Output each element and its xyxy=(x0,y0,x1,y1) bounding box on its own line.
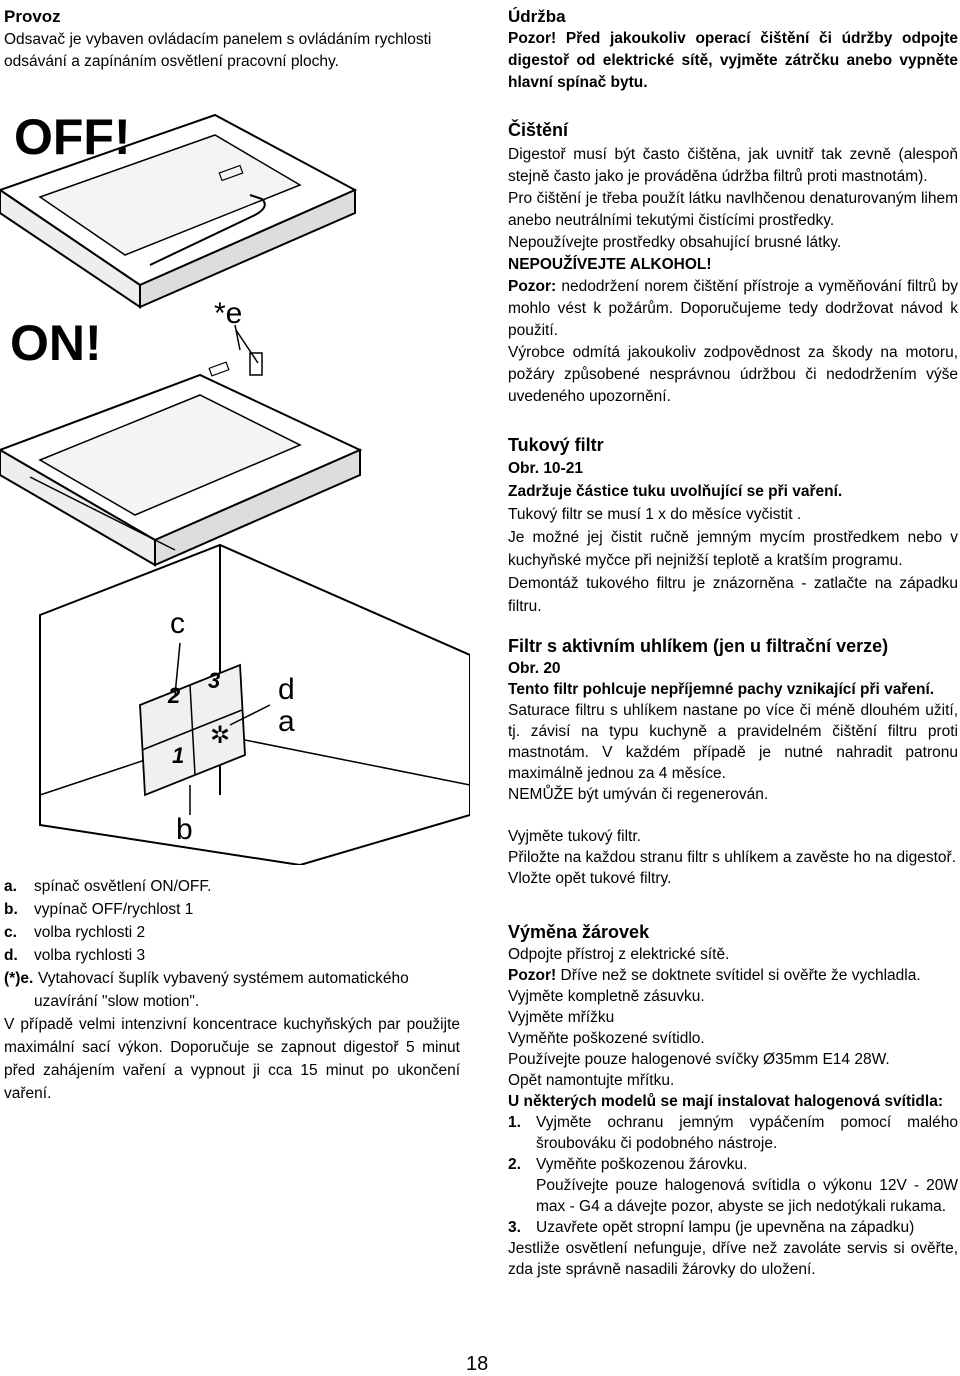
line: Odpojte přístroj z elektrické sítě. xyxy=(508,946,730,963)
section-title: Tukový filtr xyxy=(508,435,604,455)
numbered-step xyxy=(508,1217,958,1238)
step-number: 2. xyxy=(508,1156,521,1173)
paragraph: Nepoužívejte prostředky obsahující brusné látky. xyxy=(508,234,842,251)
figure-ref: Obr. 10-21 xyxy=(508,460,583,477)
step-number: 3. xyxy=(508,1219,521,1236)
section-title: Provoz xyxy=(4,7,61,26)
legend-text: volba rychlosti 2 xyxy=(34,924,146,941)
label-e: *e xyxy=(214,297,243,330)
legend-continuation: uzavírání "slow motion". xyxy=(34,993,200,1010)
legend xyxy=(4,875,460,1105)
legend-key: d. xyxy=(4,947,18,964)
hood-illustration xyxy=(0,95,470,865)
section-title: Filtr s aktivním uhlíkem (jen u filtrační verze) xyxy=(508,636,889,656)
section-provoz xyxy=(4,6,454,73)
lead-text: Pozor: xyxy=(508,278,557,295)
label-c: c xyxy=(170,607,185,640)
lead-text: Tento filtr pohlcuje nepříjemné pachy vznikající při vaření. xyxy=(508,681,935,698)
legend-key: (*)e. xyxy=(4,970,34,987)
line: Vyjměte kompletně zásuvku. xyxy=(508,988,705,1005)
legend-item xyxy=(4,944,460,967)
legend-key: b. xyxy=(4,901,18,918)
paragraph: Saturace filtru s uhlíkem nastane po více či méně dlouhém užití, tj. závisí na typu kuchyně a pravidelném čištění filtru proti mastnotám. V každém případě je nutné nahradit patronu maximálně jednou za 4 měsíce. xyxy=(508,702,958,782)
step-text: Uzavřete opět stropní lampu (je upevněna na západku) xyxy=(536,1219,915,1236)
step-text: Vyměňte poškozenou žárovku. xyxy=(536,1156,748,1173)
on-label: ON! xyxy=(10,315,102,371)
legend-text: volba rychlosti 3 xyxy=(34,947,146,964)
legend-item xyxy=(4,967,460,990)
button-speed-1: 1 xyxy=(172,743,185,768)
numbered-step xyxy=(508,1112,958,1154)
body-text: nedodržení norem čištění přístroje a vyměňování filtrů by mohlo vést k požárům. Doporučujeme tedy dodržovat návod k použití. xyxy=(508,278,958,339)
final-note: Jestliže osvětlení nefunguje, dříve než zavoláte servis si ověřte, zda jste správně nasadili žárovky do uložení. xyxy=(508,1240,958,1278)
step: Přiložte na každou stranu filtr s uhlíkem a zavěste ho na digestoř. xyxy=(508,849,957,866)
models-note: U některých modelů se mají instalovat halogenová svítidla: xyxy=(508,1093,943,1110)
label-b: b xyxy=(176,813,193,846)
line: Opět namontujte mřítku. xyxy=(508,1072,675,1089)
paragraph: Demontáž tukového filtru je znázorněna - zatlačte na západku filtru. xyxy=(508,575,958,615)
paragraph: Digestoř musí být často čištěna, jak uvnitř tak zevně (alespoň stejně často jako je prováděna údržba filtrů proti mastnotám). xyxy=(508,146,958,185)
light-icon: ✲ xyxy=(210,722,231,749)
step-number xyxy=(508,1175,536,1217)
step: Vložte opět tukové filtry. xyxy=(508,870,672,887)
section-title: Výměna žárovek xyxy=(508,922,650,942)
step-text: Vyjměte ochranu jemným vypáčením pomocí malého šroubováku či podobného nástroje. xyxy=(536,1114,958,1152)
label-a: a xyxy=(278,705,295,738)
off-label: OFF! xyxy=(14,109,131,165)
legend-item xyxy=(4,921,460,944)
legend-key: a. xyxy=(4,878,17,895)
legend-text: vypínač OFF/rychlost 1 xyxy=(34,901,194,918)
button-speed-3: 3 xyxy=(208,668,221,693)
legend-item xyxy=(4,875,460,898)
paragraph xyxy=(508,276,958,342)
section-filtr-uhlik xyxy=(508,634,958,889)
warning-text: Pozor! Před jakoukoliv operací čištění či údržby odpojte digestoř od elektrické sítě, vyjměte zátrčku anebo vypněte hlavní spínač bytu. xyxy=(508,30,958,91)
legend-item xyxy=(4,898,460,921)
label-d: d xyxy=(278,673,295,706)
legend-text: spínač osvětlení ON/OFF. xyxy=(34,878,212,895)
paragraph: NEMŮŽE být umýván či regenerován. xyxy=(508,786,769,803)
paragraph: Odsavač je vybaven ovládacím panelem s ovládáním rychlosti odsávání a zapínáním osvětlení pracovní plochy. xyxy=(4,31,432,70)
page-number: 18 xyxy=(466,1353,489,1375)
section-udrzba xyxy=(508,6,958,94)
numbered-step xyxy=(508,1175,958,1217)
step-number: 1. xyxy=(508,1114,521,1131)
legend-note: V případě velmi intenzivní koncentrace kuchyňských par použijte maximální sací výkon. Doporučuje se zapnout digestoř 5 minut před zahájením vaření a vypnout ji cca 15 minut po ukončení vaření. xyxy=(4,1016,460,1102)
section-zarovky xyxy=(508,920,958,1280)
legend-key: c. xyxy=(4,924,17,941)
button-speed-2: 2 xyxy=(168,683,181,708)
line: Používejte pouze halogenové svíčky Ø35mm E14 28W. xyxy=(508,1051,890,1068)
section-title: Údržba xyxy=(508,7,566,26)
step-text: Používejte pouze halogenová svítidla o výkonu 12V - 20W max - G4 a dávejte pozor, abyste se jich nedotýkali rukama. xyxy=(536,1177,958,1215)
line: Vyměňte poškozené svítidlo. xyxy=(508,1030,705,1047)
section-title: Čištění xyxy=(508,120,569,140)
paragraph: Pro čištění je třeba použít látku navlhčenou denaturovaným lihem anebo neutrálními tekutými čistícími prostředky. xyxy=(508,190,958,229)
hood-diagram xyxy=(0,95,470,865)
paragraph: Je možné jej čistit ručně jemným mycím prostředkem nebo v kuchyňské myčce při nejnižší teplotě a kratším programu. xyxy=(508,529,958,569)
line: Vyjměte mřížku xyxy=(508,1009,615,1026)
paragraph: Výrobce odmítá jakoukoliv zodpovědnost za škody na motoru, požáry způsobené nesprávnou údržbou či nedodržením výše uvedeného upozornění. xyxy=(508,344,958,405)
step: Vyjměte tukový filtr. xyxy=(508,828,641,845)
body-text: Dříve než se doktnete svítidel si ověřte že vychladla. xyxy=(556,967,921,984)
lead-text: Pozor! xyxy=(508,967,557,984)
lead-text: Zadržuje částice tuku uvolňující se při vaření. xyxy=(508,483,843,500)
legend-text: Vytahovací šuplík vybavený systémem automatického xyxy=(38,970,409,987)
line xyxy=(508,965,958,986)
numbered-step xyxy=(508,1154,958,1175)
paragraph: Tukový filtr se musí 1 x do měsíce vyčistit . xyxy=(508,506,802,523)
figure-ref: Obr. 20 xyxy=(508,660,561,677)
paragraph: NEPOUŽÍVEJTE ALKOHOL! xyxy=(508,256,712,273)
section-tukovy-filtr xyxy=(508,433,958,618)
section-cisteni xyxy=(508,118,958,408)
